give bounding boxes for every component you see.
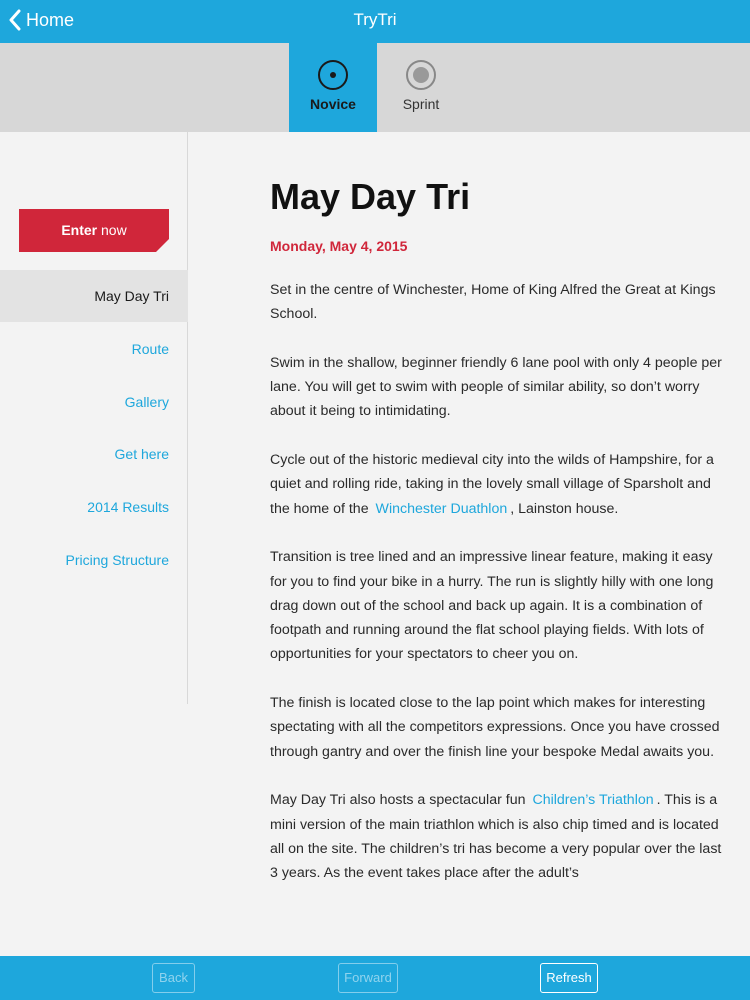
radio-icon	[405, 59, 437, 91]
forward-button[interactable]: Forward	[338, 963, 398, 993]
childrens-triathlon-link[interactable]: Children’s Triathlon	[532, 792, 654, 809]
sidebar	[0, 132, 188, 704]
level-tab-bar	[0, 43, 750, 132]
article-body	[270, 278, 732, 910]
paragraph-swim: Swim in the shallow, beginner friendly 6 lane pool with only 4 people per lane. You will get to swim with people of similar ability, so don’t worry about it being to intimidating.	[270, 354, 722, 420]
refresh-button[interactable]: Refresh	[540, 963, 598, 993]
paragraph-childrens	[270, 788, 732, 885]
tab-novice[interactable]	[289, 43, 377, 132]
enter-now-button[interactable]	[19, 209, 169, 252]
paragraph-finish: The finish is located close to the lap point which makes for interesting spectating with all the competitors expressions. Once you have crossed through gantry and over the finish line your bespoke Medal awaits you.	[270, 695, 720, 760]
paragraph-transition: Transition is tree lined and an impressive linear feature, making it easy for you to find your bike in a hurry. The run is slightly hilly with one long drag down out of the school and back up again. It is a combination of footpath and running around the flat school playing fields. With lots of opportunities for your spectators to cheer you on.	[270, 549, 714, 663]
winchester-duathlon-link[interactable]: Winchester Duathlon	[375, 500, 508, 517]
article-content	[270, 132, 732, 956]
tab-sprint[interactable]	[377, 43, 465, 132]
event-date: Monday, May 4, 2015	[270, 238, 408, 254]
enter-label-bold: Enter	[61, 222, 98, 238]
sidebar-item-2014-results[interactable]: 2014 Results	[87, 499, 169, 515]
target-icon	[317, 59, 349, 91]
page-title: May Day Tri	[270, 176, 471, 217]
browser-toolbar	[0, 956, 750, 1000]
enter-now-label	[19, 222, 169, 238]
paragraph-venue: Set in the centre of Winchester, Home of King Alfred the Great at Kings School.	[270, 282, 716, 323]
app-title: TryTri	[353, 10, 397, 29]
back-button[interactable]: Back	[152, 963, 195, 993]
enter-label-rest: now	[97, 222, 127, 238]
sidebar-item-get-here[interactable]: Get here	[114, 446, 169, 462]
sidebar-item-gallery[interactable]: Gallery	[124, 394, 169, 410]
paragraph-cycle-text: Cycle out of the historic medieval city into the wilds of Hampshire, for a quiet and rolling ride, taking in the lovely small village of Sparsholt and the home of the	[270, 452, 714, 517]
paragraph-childrens-text: May Day Tri also hosts a spectacular fun	[270, 792, 526, 809]
paragraph-cycle-tail: , Lainston house.	[510, 500, 619, 517]
sidebar-item-may-day-tri[interactable]: May Day Tri	[0, 270, 188, 322]
navigation-bar	[0, 0, 750, 43]
paragraph-cycle	[270, 448, 732, 521]
tab-novice-label: Novice	[310, 96, 356, 112]
tab-sprint-label: Sprint	[402, 96, 440, 112]
home-back-label: Home	[26, 10, 75, 30]
sidebar-item-pricing-structure[interactable]: Pricing Structure	[65, 552, 169, 568]
paragraph-childrens-tail: . This is a mini version of the main triathlon which is also chip timed and is located all on the site. The children’s tri has become a very popular over the last 3 years. As the event takes place after the adult’s	[270, 792, 722, 882]
sidebar-item-route[interactable]: Route	[131, 341, 169, 357]
